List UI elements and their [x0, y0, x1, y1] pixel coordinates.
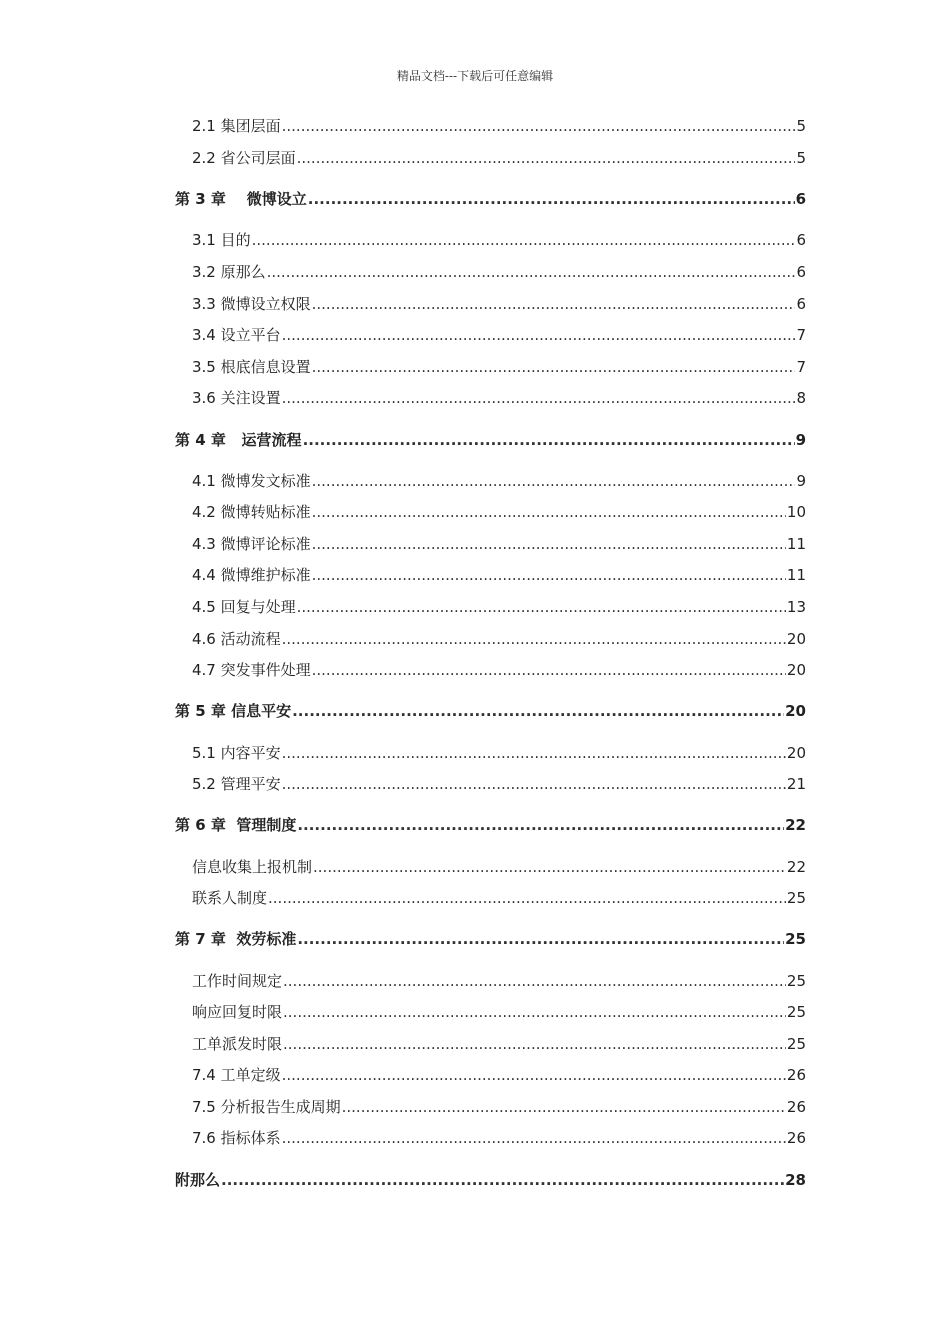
toc-page-number: 7 [796, 358, 806, 376]
toc-entry-label: 响应回复时限 [192, 1003, 283, 1021]
toc-leader-dots [342, 1096, 786, 1118]
toc-page-number: 22 [786, 858, 806, 876]
toc-page-number: 25 [786, 972, 806, 990]
toc-chapter-label: 第 5 章 信息平安 [175, 702, 292, 720]
toc-leader-dots [283, 970, 786, 992]
toc-chapter-entry[interactable] [175, 1169, 806, 1191]
toc-leader-dots [297, 596, 786, 618]
toc-page-number: 25 [786, 1035, 806, 1053]
toc-leader-dots [297, 928, 784, 950]
toc-entry-label: 3.6 关注设置 [192, 389, 281, 407]
toc-entry[interactable] [192, 887, 806, 909]
toc-entry[interactable] [192, 470, 806, 492]
toc-page-number: 25 [785, 930, 806, 948]
toc-page-number: 9 [796, 472, 806, 490]
toc-entry-label: 信息收集上报机制 [192, 858, 313, 876]
toc-entry[interactable] [192, 970, 806, 992]
toc-leader-dots [282, 1127, 786, 1149]
toc-leader-dots [313, 856, 786, 878]
toc-leader-dots [312, 470, 796, 492]
toc-page-number: 26 [786, 1129, 806, 1147]
toc-entry[interactable] [192, 533, 806, 555]
toc-entry-label: 5.2 管理平安 [192, 775, 281, 793]
toc-entry-label: 4.3 微博评论标准 [192, 535, 311, 553]
toc-leader-dots [292, 700, 784, 722]
toc-entry-label: 2.1 集团层面 [192, 117, 281, 135]
toc-entry-label: 工单派发时限 [192, 1035, 283, 1053]
toc-leader-dots [221, 1169, 784, 1191]
toc-page-number: 10 [786, 503, 806, 521]
toc-leader-dots [312, 356, 796, 378]
toc-entry[interactable] [192, 229, 806, 251]
toc-entry-label: 4.1 微博发文标准 [192, 472, 311, 490]
toc-entry[interactable] [192, 1127, 806, 1149]
toc-leader-dots [312, 533, 786, 555]
toc-leader-dots [312, 564, 786, 586]
toc-chapter-label: 附那么 [175, 1171, 221, 1189]
toc-entry-label: 3.3 微博设立权限 [192, 295, 311, 313]
toc-leader-dots [268, 887, 786, 909]
toc-leader-dots [312, 659, 786, 681]
toc-entry-label: 7.4 工单定级 [192, 1066, 281, 1084]
toc-entry-label: 7.5 分析报告生成周期 [192, 1098, 341, 1116]
toc-entry[interactable] [192, 387, 806, 409]
toc-page-number: 26 [786, 1066, 806, 1084]
toc-entry-label: 4.7 突发事件处理 [192, 661, 311, 679]
toc-chapter-entry[interactable] [175, 928, 806, 950]
toc-entry-label: 联系人制度 [192, 889, 268, 907]
toc-page-number: 13 [786, 598, 806, 616]
toc-entry[interactable] [192, 742, 806, 764]
toc-page-number: 26 [786, 1098, 806, 1116]
toc-chapter-entry[interactable] [175, 814, 806, 836]
toc-leader-dots [282, 115, 796, 137]
toc-page-number: 22 [785, 816, 806, 834]
toc-entry-label: 2.2 省公司层面 [192, 149, 296, 167]
toc-entry-label: 4.2 微博转贴标准 [192, 503, 311, 521]
toc-chapter-label: 第 4 章 运营流程 [175, 431, 302, 449]
toc-entry[interactable] [192, 596, 806, 618]
toc-chapter-entry[interactable] [175, 429, 806, 451]
toc-page-number: 20 [786, 630, 806, 648]
toc-leader-dots [282, 1064, 786, 1086]
toc-entry[interactable] [192, 356, 806, 378]
toc-leader-dots [297, 814, 784, 836]
toc-entry-label: 4.4 微博维护标准 [192, 566, 311, 584]
toc-chapter-entry[interactable] [175, 188, 806, 210]
toc-leader-dots [282, 628, 786, 650]
toc-entry[interactable] [192, 659, 806, 681]
toc-page-number: 8 [796, 389, 806, 407]
toc-entry[interactable] [192, 1033, 806, 1055]
toc-page-number: 20 [785, 702, 806, 720]
toc-entry[interactable] [192, 1001, 806, 1023]
toc-entry-label: 3.1 目的 [192, 231, 251, 249]
toc-chapter-label: 第 7 章 效劳标准 [175, 930, 297, 948]
toc-entry-label: 4.5 回复与处理 [192, 598, 296, 616]
toc-page-number: 5 [796, 149, 806, 167]
toc-leader-dots [282, 742, 786, 764]
toc-page-number: 9 [795, 431, 806, 449]
toc-leader-dots [308, 188, 795, 210]
toc-page-number: 20 [786, 744, 806, 762]
toc-page-number: 25 [786, 889, 806, 907]
toc-chapter-label: 第 6 章 管理制度 [175, 816, 297, 834]
toc-chapter-label: 第 3 章 微博设立 [175, 190, 307, 208]
toc-entry[interactable] [192, 115, 806, 137]
toc-entry-label: 工作时间规定 [192, 972, 283, 990]
toc-entry[interactable] [192, 324, 806, 346]
toc-leader-dots [267, 261, 796, 283]
toc-leader-dots [252, 229, 796, 251]
toc-entry[interactable] [192, 261, 806, 283]
toc-entry[interactable] [192, 1064, 806, 1086]
toc-leader-dots [282, 324, 796, 346]
toc-leader-dots [297, 147, 796, 169]
toc-leader-dots [312, 293, 796, 315]
toc-entry[interactable] [192, 501, 806, 523]
toc-page-number: 7 [796, 326, 806, 344]
toc-entry-label: 3.2 原那么 [192, 263, 266, 281]
toc-page-number: 20 [786, 661, 806, 679]
toc-leader-dots [283, 1033, 786, 1055]
toc-page-number: 6 [796, 295, 806, 313]
toc-page-number: 6 [796, 263, 806, 281]
toc-leader-dots [283, 1001, 786, 1023]
toc-leader-dots [303, 429, 795, 451]
toc-entry[interactable] [192, 773, 806, 795]
toc-page-number: 11 [786, 566, 806, 584]
toc-page-number: 28 [785, 1171, 806, 1189]
toc-page-number: 21 [786, 775, 806, 793]
toc-entry-label: 3.4 设立平台 [192, 326, 281, 344]
toc-page-number: 11 [786, 535, 806, 553]
toc-entry[interactable] [192, 293, 806, 315]
toc-entry-label: 4.6 活动流程 [192, 630, 281, 648]
toc-chapter-entry[interactable] [175, 700, 806, 722]
toc-entry-label: 3.5 根底信息设置 [192, 358, 311, 376]
toc-entry[interactable] [192, 628, 806, 650]
toc-page-number: 6 [796, 231, 806, 249]
toc-page-number: 25 [786, 1003, 806, 1021]
toc-leader-dots [282, 773, 786, 795]
toc-entry-label: 5.1 内容平安 [192, 744, 281, 762]
toc-entry[interactable] [192, 1096, 806, 1118]
toc-page-number: 5 [796, 117, 806, 135]
toc-leader-dots [312, 501, 786, 523]
toc-entry-label: 7.6 指标体系 [192, 1129, 281, 1147]
toc-entry[interactable] [192, 147, 806, 169]
toc-leader-dots [282, 387, 796, 409]
toc-entry[interactable] [192, 564, 806, 586]
page-header: 精品文档---下载后可任意编辑 [396, 69, 554, 83]
toc-page-number: 6 [795, 190, 806, 208]
toc-entry[interactable] [192, 856, 806, 878]
